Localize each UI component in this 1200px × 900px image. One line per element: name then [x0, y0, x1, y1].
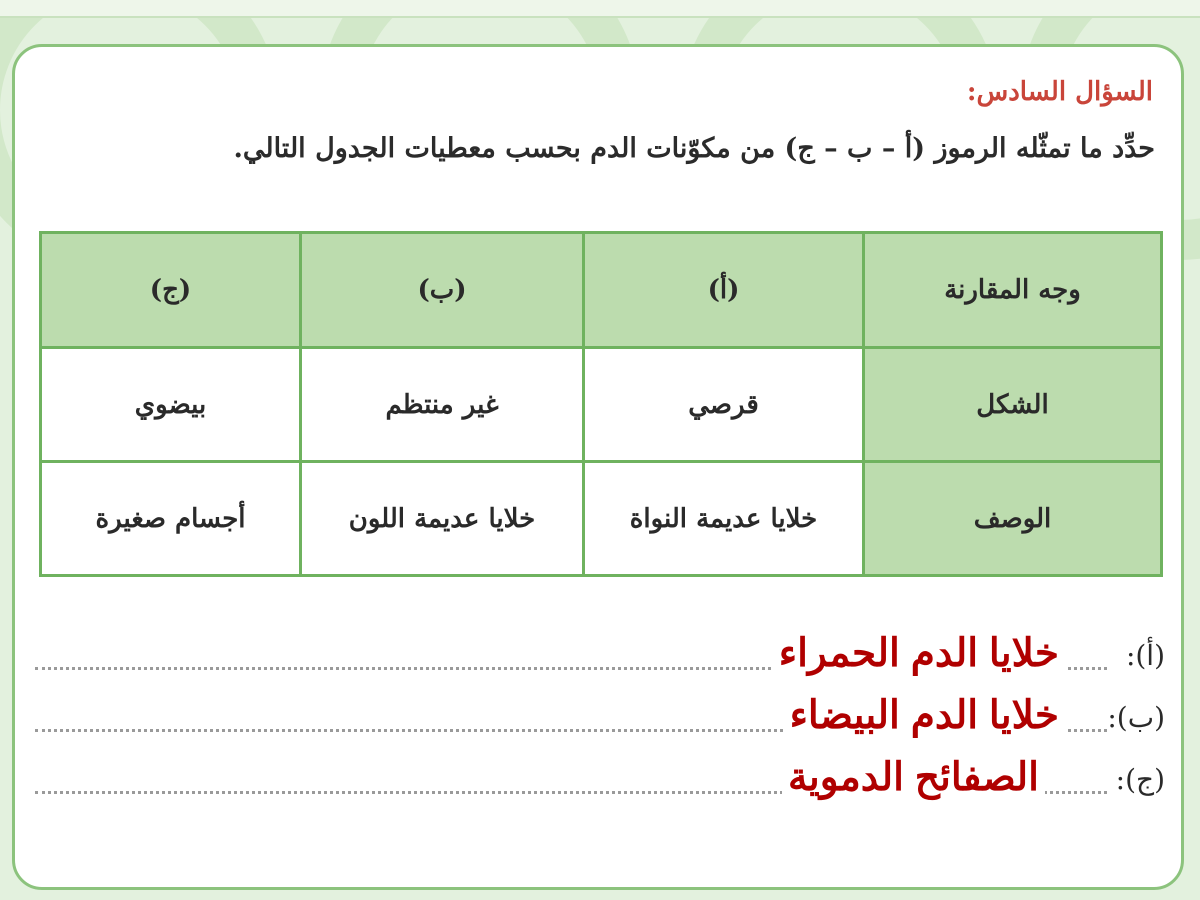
table-cell: بيضوي [41, 348, 301, 462]
answer-row-a [35, 627, 1165, 689]
answer-list [35, 627, 1165, 813]
header-b: (ب) [301, 233, 584, 348]
table-cell: قرصي [584, 348, 864, 462]
answer-label: (ج): [1115, 763, 1165, 796]
table-header-row [41, 233, 1162, 348]
answer-label: (أ): [1125, 639, 1165, 672]
answer-text: الصفائح الدموية [782, 755, 1045, 800]
table-cell: أجسام صغيرة [41, 462, 301, 576]
answer-text: خلايا الدم البيضاء [784, 693, 1065, 738]
header-c: (ج) [41, 233, 301, 348]
question-prompt: حدِّد ما تمثّله الرموز (أ – ب – ج) من مكوّنات الدم بحسب معطيات الجدول التالي. [233, 133, 1155, 164]
answer-label: (ب): [1107, 701, 1165, 734]
answer-text: خلايا الدم الحمراء [773, 631, 1065, 676]
table-cell: غير منتظم [301, 348, 584, 462]
answer-row-b [35, 689, 1165, 751]
answer-row-c [35, 751, 1165, 813]
table-cell: خلايا عديمة النواة [584, 462, 864, 576]
header-a: (أ) [584, 233, 864, 348]
table-row [41, 462, 1162, 576]
comparison-table [39, 231, 1163, 577]
row-label-description: الوصف [864, 462, 1162, 576]
table-row [41, 348, 1162, 462]
table-cell: خلايا عديمة اللون [301, 462, 584, 576]
top-strip [0, 0, 1200, 18]
row-label-shape: الشكل [864, 348, 1162, 462]
header-comparison-aspect: وجه المقارنة [864, 233, 1162, 348]
question-title: السؤال السادس: [966, 77, 1153, 107]
question-card [12, 44, 1184, 890]
